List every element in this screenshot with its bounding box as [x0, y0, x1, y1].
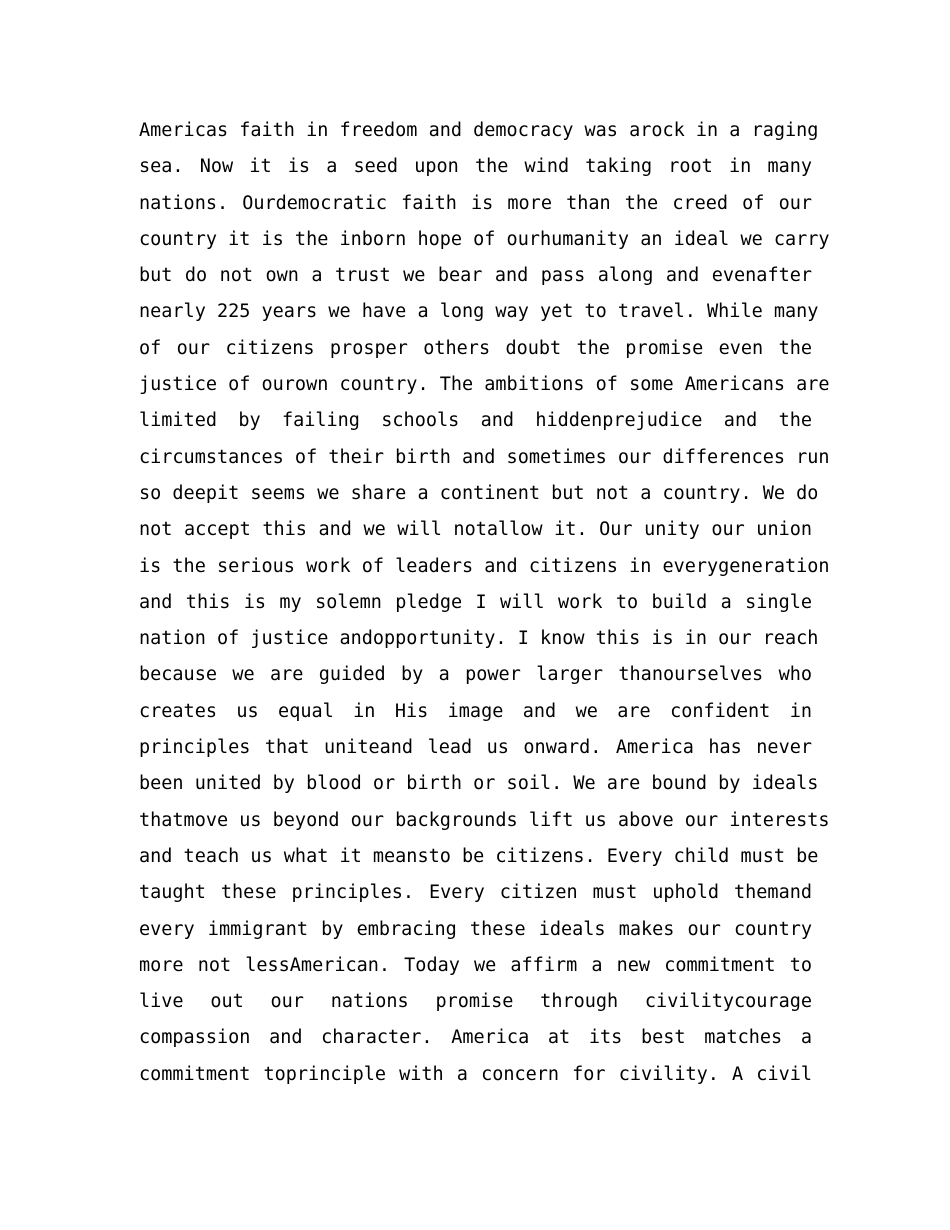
text-line: taught these principles. Every citizen must uphold themand [139, 882, 812, 904]
text-line: commitment toprinciple with a concern for civility. A civil [139, 1063, 812, 1085]
text-line: circumstances of their birth and sometimes our differences run [139, 446, 830, 468]
text-line: compassion and character. America at its best matches a [139, 1027, 812, 1049]
text-line: live out our nations promise through civilitycourage [139, 991, 812, 1013]
text-line: of our citizens prosper others doubt the promise even the [139, 337, 812, 359]
text-line: creates us equal in His image and we are confident in [139, 700, 812, 722]
text-line: so deepit seems we share a continent but not a country. We do [139, 482, 819, 504]
text-line: but do not own a trust we bear and pass along and evenafter [139, 265, 812, 287]
text-line: nearly 225 years we have a long way yet to travel. While many [139, 301, 819, 323]
text-line: thatmove us beyond our backgrounds lift us above our interests [139, 809, 830, 831]
text-line: justice of ourown country. The ambitions of some Americans are [139, 374, 830, 396]
text-line: limited by failing schools and hiddenprejudice and the [139, 410, 812, 432]
text-line: been united by blood or birth or soil. We are bound by ideals [139, 773, 819, 795]
text-line: and this is my solemn pledge I will work to build a single [139, 591, 812, 613]
text-line: nations. Ourdemocratic faith is more than the creed of our [139, 192, 812, 214]
text-line: country it is the inborn hope of ourhumanity an ideal we carry [139, 228, 830, 250]
text-line: because we are guided by a power larger thanourselves who [139, 664, 812, 686]
text-line: sea. Now it is a seed upon the wind taking root in many [139, 156, 812, 178]
text-line: nation of justice andopportunity. I know this is in our reach [139, 628, 819, 650]
text-line: more not lessAmerican. Today we affirm a new commitment to [139, 954, 812, 976]
text-line: and teach us what it meansto be citizens. Every child must be [139, 845, 819, 867]
text-line: not accept this and we will notallow it. Our unity our union [139, 519, 812, 541]
text-line: is the serious work of leaders and citizens in everygeneration [139, 555, 830, 577]
text-line: every immigrant by embracing these ideals makes our country [139, 918, 812, 940]
text-line: principles that uniteand lead us onward. America has never [139, 737, 812, 759]
text-line: Americas faith in freedom and democracy was arock in a raging [139, 120, 819, 141]
body-text [139, 113, 830, 1093]
